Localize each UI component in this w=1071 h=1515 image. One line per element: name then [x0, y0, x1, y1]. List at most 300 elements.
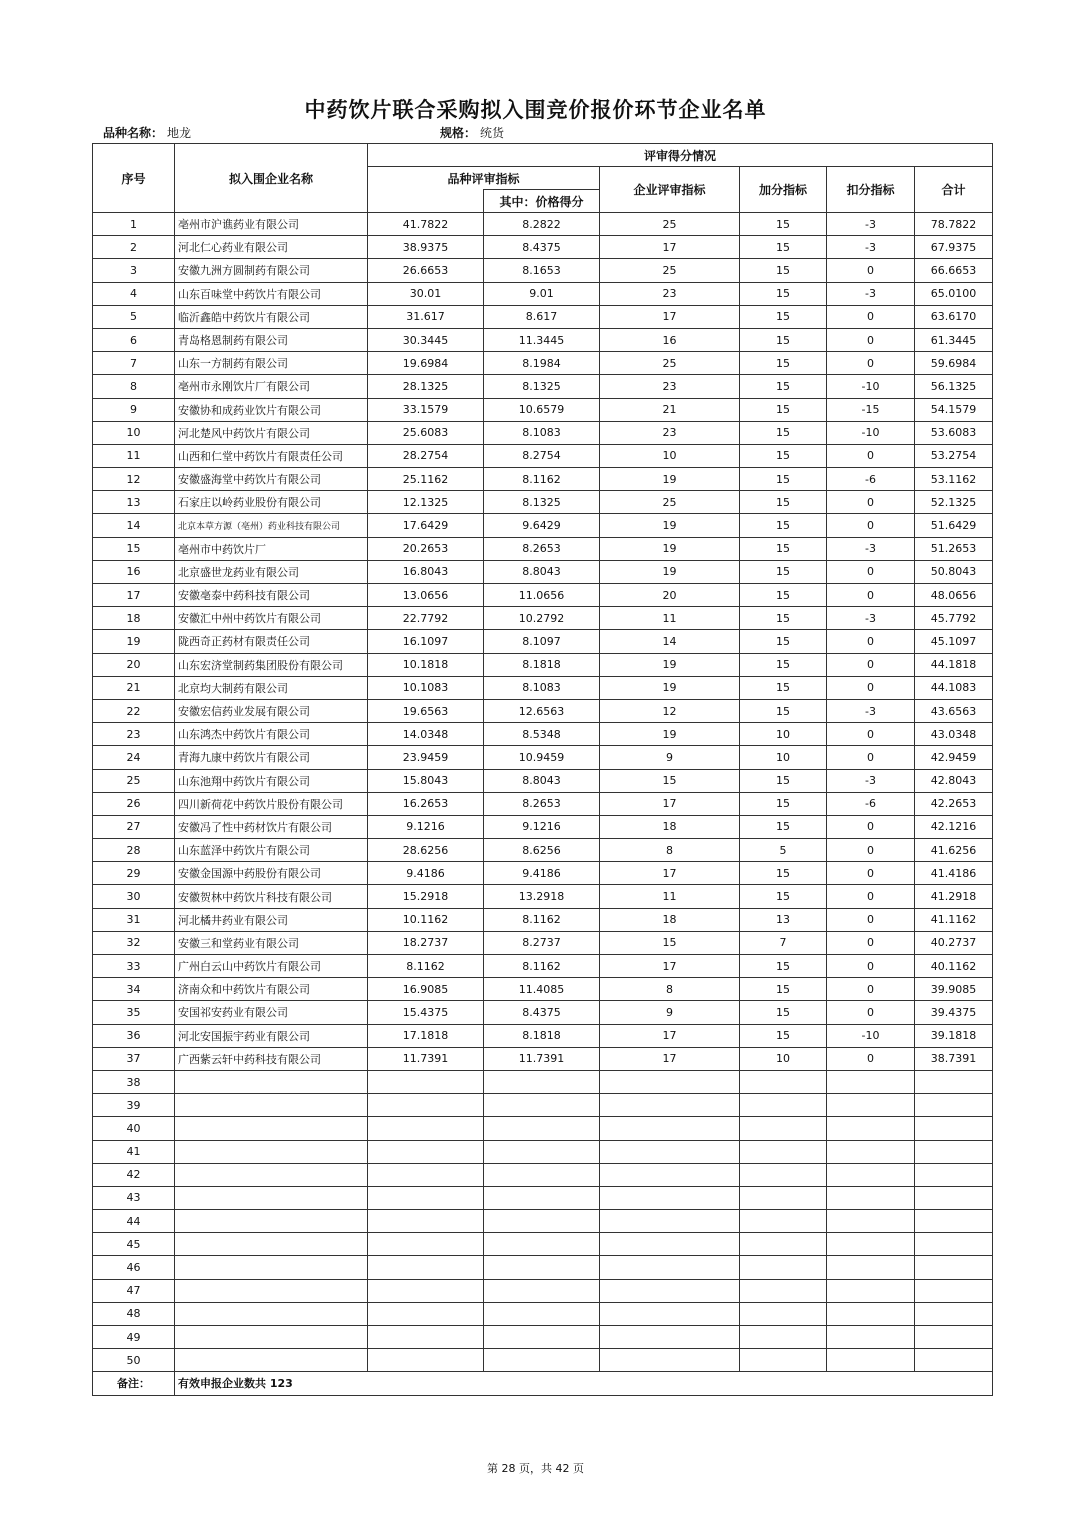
cell-seq: 3 [93, 259, 175, 282]
cell-deduction: 0 [827, 259, 915, 282]
cell-company [175, 1233, 368, 1256]
cell-company: 安徽协和成药业饮片有限公司 [175, 398, 368, 421]
cell-company: 河北橘井药业有限公司 [175, 908, 368, 931]
cell-bonus: 13 [740, 908, 827, 931]
table-body [93, 213, 993, 1396]
cell-deduction: -6 [827, 468, 915, 491]
cell-total [915, 1326, 993, 1349]
cell-total: 41.6256 [915, 839, 993, 862]
cell-bonus [740, 1163, 827, 1186]
cell-seq: 50 [93, 1349, 175, 1372]
cell-deduction [827, 1279, 915, 1302]
cell-variety-index: 22.7792 [368, 607, 484, 630]
cell-price-score [484, 1140, 600, 1163]
table-row [93, 931, 993, 954]
cell-bonus [740, 1279, 827, 1302]
cell-price-score: 8.1653 [484, 259, 600, 282]
cell-company: 济南众和中药饮片有限公司 [175, 978, 368, 1001]
cell-enterprise-index [600, 1279, 740, 1302]
cell-bonus: 15 [740, 1001, 827, 1024]
cell-price-score: 8.4375 [484, 1001, 600, 1024]
cell-enterprise-index [600, 1302, 740, 1325]
cell-enterprise-index: 23 [600, 375, 740, 398]
cell-seq: 6 [93, 328, 175, 351]
cell-enterprise-index: 12 [600, 699, 740, 722]
cell-deduction: 0 [827, 955, 915, 978]
cell-enterprise-index [600, 1256, 740, 1279]
cell-company: 山东宏济堂制药集团股份有限公司 [175, 653, 368, 676]
cell-variety-index: 30.3445 [368, 328, 484, 351]
cell-company: 广州白云山中药饮片有限公司 [175, 955, 368, 978]
table-row-empty [93, 1070, 993, 1093]
cell-deduction [827, 1094, 915, 1117]
cell-price-score: 8.2653 [484, 792, 600, 815]
table-row [93, 746, 993, 769]
cell-enterprise-index [600, 1117, 740, 1140]
cell-price-score: 8.1083 [484, 676, 600, 699]
cell-deduction: 0 [827, 746, 915, 769]
cell-price-score: 8.2754 [484, 444, 600, 467]
cell-price-score: 9.1216 [484, 815, 600, 838]
cell-total [915, 1094, 993, 1117]
cell-company: 山西和仁堂中药饮片有限责任公司 [175, 444, 368, 467]
cell-company: 山东百味堂中药饮片有限公司 [175, 282, 368, 305]
cell-company: 安徽三和堂药业有限公司 [175, 931, 368, 954]
cell-price-score [484, 1163, 600, 1186]
cell-company: 安徽亳泰中药科技有限公司 [175, 584, 368, 607]
cell-price-score: 8.1162 [484, 908, 600, 931]
cell-deduction: -3 [827, 699, 915, 722]
spec-label: 规格： [440, 126, 477, 140]
cell-price-score: 8.1325 [484, 491, 600, 514]
cell-price-score: 8.1083 [484, 421, 600, 444]
spec-value: 统货 [480, 126, 505, 140]
cell-deduction: -10 [827, 421, 915, 444]
cell-deduction: 0 [827, 352, 915, 375]
table-row [93, 514, 993, 537]
table-row-empty [93, 1302, 993, 1325]
cell-variety-index: 30.01 [368, 282, 484, 305]
cell-seq: 26 [93, 792, 175, 815]
cell-total: 45.1097 [915, 630, 993, 653]
cell-price-score: 8.1097 [484, 630, 600, 653]
cell-company: 安徽汇中州中药饮片有限公司 [175, 607, 368, 630]
cell-enterprise-index: 21 [600, 398, 740, 421]
cell-total [915, 1302, 993, 1325]
header-company: 拟入围企业名称 [175, 144, 368, 213]
cell-total [915, 1163, 993, 1186]
cell-variety-index: 17.6429 [368, 514, 484, 537]
cell-price-score [484, 1326, 600, 1349]
cell-company: 亳州市沪谯药业有限公司 [175, 213, 368, 236]
cell-deduction: -3 [827, 769, 915, 792]
cell-price-score: 8.1325 [484, 375, 600, 398]
cell-bonus [740, 1070, 827, 1093]
cell-seq: 31 [93, 908, 175, 931]
cell-enterprise-index: 15 [600, 769, 740, 792]
spec-info [440, 124, 504, 141]
cell-bonus: 15 [740, 421, 827, 444]
cell-variety-index: 26.6653 [368, 259, 484, 282]
cell-variety-index: 12.1325 [368, 491, 484, 514]
table-row [93, 792, 993, 815]
cell-company: 山东池翔中药饮片有限公司 [175, 769, 368, 792]
table-row [93, 607, 993, 630]
cell-enterprise-index [600, 1140, 740, 1163]
table-row [93, 699, 993, 722]
cell-total [915, 1210, 993, 1233]
cell-company [175, 1140, 368, 1163]
cell-bonus: 15 [740, 630, 827, 653]
page-title: 中药饮片联合采购拟入围竞价报价环节企业名单 [304, 98, 767, 122]
cell-variety-index: 9.4186 [368, 862, 484, 885]
cell-bonus: 15 [740, 885, 827, 908]
cell-variety-index: 25.1162 [368, 468, 484, 491]
cell-variety-index [368, 1163, 484, 1186]
cell-total: 66.6653 [915, 259, 993, 282]
table-row [93, 769, 993, 792]
cell-seq: 41 [93, 1140, 175, 1163]
cell-total: 63.6170 [915, 305, 993, 328]
cell-company: 亳州市中药饮片厂 [175, 537, 368, 560]
cell-variety-index: 16.2653 [368, 792, 484, 815]
cell-price-score [484, 1349, 600, 1372]
cell-bonus: 15 [740, 328, 827, 351]
cell-variety-index: 31.617 [368, 305, 484, 328]
cell-bonus: 15 [740, 282, 827, 305]
cell-price-score: 13.2918 [484, 885, 600, 908]
cell-price-score: 11.0656 [484, 584, 600, 607]
cell-company: 陇西奇正药材有限责任公司 [175, 630, 368, 653]
cell-deduction: -3 [827, 607, 915, 630]
cell-variety-index: 28.1325 [368, 375, 484, 398]
cell-company [175, 1186, 368, 1209]
cell-seq: 2 [93, 236, 175, 259]
cell-variety-index: 8.1162 [368, 955, 484, 978]
cell-deduction [827, 1186, 915, 1209]
cell-enterprise-index: 17 [600, 236, 740, 259]
cell-seq: 46 [93, 1256, 175, 1279]
cell-price-score: 8.8043 [484, 560, 600, 583]
cell-price-score: 8.2737 [484, 931, 600, 954]
cell-price-score: 10.6579 [484, 398, 600, 421]
cell-variety-index: 15.4375 [368, 1001, 484, 1024]
company-score-table [92, 143, 993, 1396]
cell-total: 52.1325 [915, 491, 993, 514]
cell-total: 38.7391 [915, 1047, 993, 1070]
cell-variety-index [368, 1233, 484, 1256]
table-row [93, 676, 993, 699]
cell-deduction: 0 [827, 328, 915, 351]
cell-variety-index: 9.1216 [368, 815, 484, 838]
table-row [93, 213, 993, 236]
cell-bonus [740, 1117, 827, 1140]
cell-seq: 29 [93, 862, 175, 885]
cell-seq: 14 [93, 514, 175, 537]
cell-bonus: 15 [740, 305, 827, 328]
cell-price-score: 8.2653 [484, 537, 600, 560]
table-row-empty [93, 1349, 993, 1372]
cell-total: 56.1325 [915, 375, 993, 398]
table-row [93, 444, 993, 467]
cell-company: 北京盛世龙药业有限公司 [175, 560, 368, 583]
cell-enterprise-index: 8 [600, 978, 740, 1001]
cell-seq: 20 [93, 653, 175, 676]
note-text: 有效申报企业数共 123 [175, 1372, 993, 1395]
cell-enterprise-index [600, 1070, 740, 1093]
cell-company: 安国祁安药业有限公司 [175, 1001, 368, 1024]
cell-bonus: 15 [740, 398, 827, 421]
cell-bonus: 15 [740, 352, 827, 375]
cell-enterprise-index: 14 [600, 630, 740, 653]
cell-deduction: 0 [827, 584, 915, 607]
cell-enterprise-index: 19 [600, 676, 740, 699]
cell-price-score: 11.7391 [484, 1047, 600, 1070]
cell-price-score [484, 1210, 600, 1233]
cell-bonus: 15 [740, 444, 827, 467]
cell-total: 48.0656 [915, 584, 993, 607]
cell-company: 安徽盛海堂中药饮片有限公司 [175, 468, 368, 491]
cell-enterprise-index: 17 [600, 792, 740, 815]
cell-price-score: 8.2822 [484, 213, 600, 236]
cell-variety-index: 38.9375 [368, 236, 484, 259]
cell-seq: 35 [93, 1001, 175, 1024]
cell-enterprise-index [600, 1233, 740, 1256]
cell-deduction [827, 1117, 915, 1140]
cell-company: 安徽宏信药业发展有限公司 [175, 699, 368, 722]
table-row [93, 352, 993, 375]
cell-seq: 39 [93, 1094, 175, 1117]
cell-variety-index: 23.9459 [368, 746, 484, 769]
cell-seq: 18 [93, 607, 175, 630]
table-row [93, 1024, 993, 1047]
cell-variety-index: 41.7822 [368, 213, 484, 236]
cell-total: 39.1818 [915, 1024, 993, 1047]
cell-total: 43.6563 [915, 699, 993, 722]
table-row [93, 839, 993, 862]
cell-enterprise-index: 17 [600, 862, 740, 885]
cell-seq: 12 [93, 468, 175, 491]
cell-price-score: 8.1984 [484, 352, 600, 375]
cell-total [915, 1070, 993, 1093]
cell-bonus: 15 [740, 213, 827, 236]
cell-price-score: 8.617 [484, 305, 600, 328]
cell-enterprise-index: 25 [600, 213, 740, 236]
table-row-empty [93, 1210, 993, 1233]
cell-enterprise-index: 9 [600, 1001, 740, 1024]
cell-enterprise-index: 18 [600, 908, 740, 931]
cell-company: 山东蓝泽中药饮片有限公司 [175, 839, 368, 862]
table-row [93, 978, 993, 1001]
cell-deduction [827, 1349, 915, 1372]
cell-deduction [827, 1302, 915, 1325]
header-bonus: 加分指标 [740, 167, 827, 213]
table-row-empty [93, 1140, 993, 1163]
cell-seq: 38 [93, 1070, 175, 1093]
cell-seq: 1 [93, 213, 175, 236]
note-row [93, 1372, 993, 1395]
cell-total: 53.6083 [915, 421, 993, 444]
cell-price-score: 12.6563 [484, 699, 600, 722]
table-row [93, 328, 993, 351]
cell-variety-index: 10.1818 [368, 653, 484, 676]
cell-bonus: 15 [740, 769, 827, 792]
cell-deduction: 0 [827, 862, 915, 885]
cell-bonus: 5 [740, 839, 827, 862]
cell-variety-index: 28.6256 [368, 839, 484, 862]
cell-variety-index: 19.6984 [368, 352, 484, 375]
cell-enterprise-index: 11 [600, 607, 740, 630]
cell-enterprise-index: 25 [600, 352, 740, 375]
cell-variety-index: 19.6563 [368, 699, 484, 722]
cell-deduction: 0 [827, 491, 915, 514]
cell-total: 44.1818 [915, 653, 993, 676]
cell-company: 安徽冯了性中药材饮片有限公司 [175, 815, 368, 838]
cell-bonus: 15 [740, 815, 827, 838]
cell-variety-index [368, 1349, 484, 1372]
table-row [93, 862, 993, 885]
cell-variety-index: 16.8043 [368, 560, 484, 583]
cell-total: 42.9459 [915, 746, 993, 769]
cell-seq: 11 [93, 444, 175, 467]
cell-enterprise-index: 11 [600, 885, 740, 908]
cell-enterprise-index: 19 [600, 723, 740, 746]
cell-variety-index: 20.2653 [368, 537, 484, 560]
cell-price-score [484, 1094, 600, 1117]
cell-bonus [740, 1094, 827, 1117]
cell-deduction: 0 [827, 1047, 915, 1070]
cell-deduction: 0 [827, 908, 915, 931]
cell-deduction: 0 [827, 723, 915, 746]
cell-enterprise-index: 19 [600, 514, 740, 537]
cell-enterprise-index: 23 [600, 282, 740, 305]
cell-seq: 24 [93, 746, 175, 769]
cell-price-score: 11.3445 [484, 328, 600, 351]
cell-total [915, 1256, 993, 1279]
cell-seq: 27 [93, 815, 175, 838]
cell-bonus: 15 [740, 862, 827, 885]
cell-deduction: 0 [827, 653, 915, 676]
cell-total: 51.2653 [915, 537, 993, 560]
cell-seq: 28 [93, 839, 175, 862]
cell-variety-index: 25.6083 [368, 421, 484, 444]
cell-total: 45.7792 [915, 607, 993, 630]
table-row [93, 955, 993, 978]
cell-bonus: 15 [740, 955, 827, 978]
cell-seq: 33 [93, 955, 175, 978]
cell-company: 四川新荷花中药饮片股份有限公司 [175, 792, 368, 815]
cell-price-score: 8.1818 [484, 653, 600, 676]
variety-info [103, 124, 191, 141]
cell-seq: 13 [93, 491, 175, 514]
cell-seq: 8 [93, 375, 175, 398]
cell-seq: 40 [93, 1117, 175, 1140]
cell-total: 40.2737 [915, 931, 993, 954]
cell-company: 石家庄以岭药业股份有限公司 [175, 491, 368, 514]
cell-enterprise-index: 19 [600, 537, 740, 560]
cell-price-score: 8.4375 [484, 236, 600, 259]
cell-variety-index [368, 1140, 484, 1163]
cell-total: 53.2754 [915, 444, 993, 467]
cell-bonus [740, 1326, 827, 1349]
cell-deduction: 0 [827, 676, 915, 699]
cell-deduction [827, 1233, 915, 1256]
cell-total: 65.0100 [915, 282, 993, 305]
cell-seq: 37 [93, 1047, 175, 1070]
table-row [93, 630, 993, 653]
table-row [93, 375, 993, 398]
cell-company: 河北楚风中药饮片有限公司 [175, 421, 368, 444]
cell-bonus [740, 1233, 827, 1256]
cell-enterprise-index: 23 [600, 421, 740, 444]
cell-bonus: 15 [740, 491, 827, 514]
table-row-empty [93, 1233, 993, 1256]
header-score-group: 评审得分情况 [368, 144, 993, 167]
table-row [93, 259, 993, 282]
cell-seq: 16 [93, 560, 175, 583]
cell-total: 41.2918 [915, 885, 993, 908]
cell-price-score [484, 1186, 600, 1209]
cell-bonus: 15 [740, 978, 827, 1001]
cell-price-score: 9.6429 [484, 514, 600, 537]
cell-seq: 7 [93, 352, 175, 375]
variety-label: 品种名称： [103, 126, 164, 140]
table-row [93, 723, 993, 746]
cell-variety-index [368, 1279, 484, 1302]
cell-company [175, 1349, 368, 1372]
table-row [93, 421, 993, 444]
header-seq: 序号 [93, 144, 175, 213]
cell-total: 53.1162 [915, 468, 993, 491]
cell-bonus: 10 [740, 746, 827, 769]
cell-deduction: -3 [827, 213, 915, 236]
cell-company: 青海九康中药饮片有限公司 [175, 746, 368, 769]
cell-seq: 34 [93, 978, 175, 1001]
table-row [93, 398, 993, 421]
cell-enterprise-index: 19 [600, 560, 740, 583]
cell-seq: 49 [93, 1326, 175, 1349]
cell-bonus: 15 [740, 514, 827, 537]
table-row [93, 537, 993, 560]
cell-seq: 10 [93, 421, 175, 444]
cell-company: 河北仁心药业有限公司 [175, 236, 368, 259]
table-row-empty [93, 1117, 993, 1140]
table-row [93, 1001, 993, 1024]
cell-variety-index: 18.2737 [368, 931, 484, 954]
cell-seq: 45 [93, 1233, 175, 1256]
table-row [93, 1047, 993, 1070]
table-row [93, 653, 993, 676]
table-row-empty [93, 1256, 993, 1279]
table-row [93, 282, 993, 305]
table-row [93, 468, 993, 491]
cell-enterprise-index: 25 [600, 491, 740, 514]
cell-total [915, 1117, 993, 1140]
cell-seq: 47 [93, 1279, 175, 1302]
cell-price-score [484, 1233, 600, 1256]
table-row [93, 815, 993, 838]
cell-enterprise-index: 17 [600, 1047, 740, 1070]
cell-bonus: 15 [740, 1024, 827, 1047]
header-total: 合计 [915, 167, 993, 213]
header-variety-spacer [368, 190, 484, 213]
cell-seq: 36 [93, 1024, 175, 1047]
cell-deduction: -10 [827, 375, 915, 398]
cell-bonus [740, 1140, 827, 1163]
cell-enterprise-index: 8 [600, 839, 740, 862]
table-row [93, 305, 993, 328]
cell-company [175, 1279, 368, 1302]
